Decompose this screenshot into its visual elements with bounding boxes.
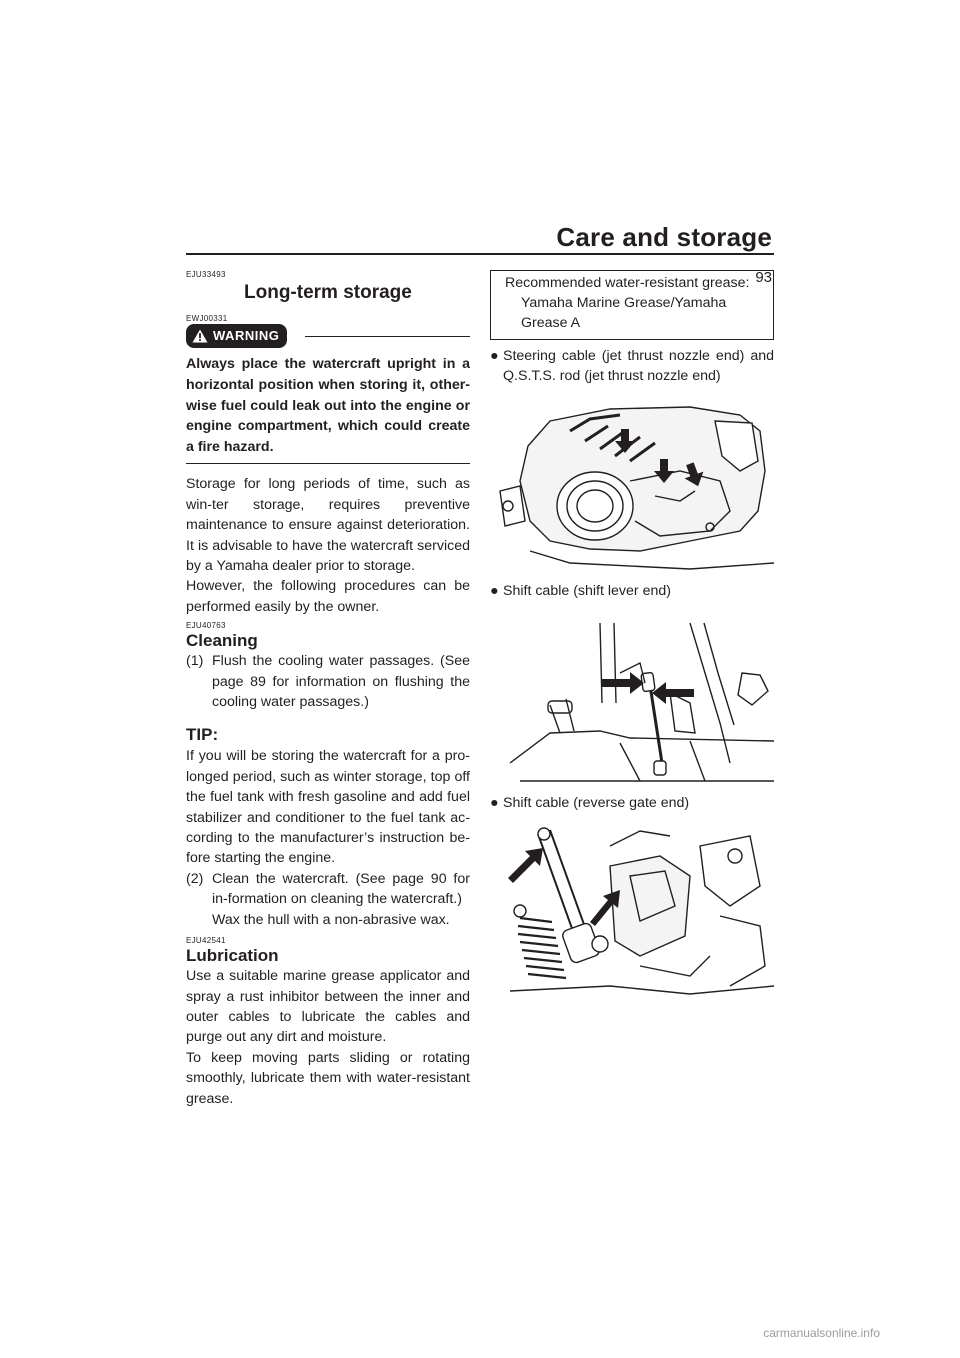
section-title: Long-term storage xyxy=(244,282,412,303)
warning-block xyxy=(186,314,470,464)
figure-reverse-gate-illustration xyxy=(490,826,774,996)
warning-label: WARNING xyxy=(213,328,280,343)
page-number: 93 xyxy=(755,269,772,286)
step-2-number: (2) xyxy=(186,870,204,887)
warning-rule xyxy=(305,336,470,337)
section-code: EJU33493 xyxy=(186,270,226,279)
warning-badge xyxy=(186,324,287,348)
bullet-text-1: Steering cable (jet thrust nozzle end) and Q.S.T.S. rod (jet thrust nozzle end) xyxy=(503,348,774,385)
intro-paragraph-1: Storage for long periods of time, such as win-ter storage, requires preventive maintenance to ensure against deterioration. It is advisable to have the watercraft serviced by a Yamaha dealer prior to storage. xyxy=(186,476,470,574)
bullet-text-3: Shift cable (reverse gate end) xyxy=(503,795,690,812)
warning-triangle-icon xyxy=(192,329,208,343)
bullet-item-2 xyxy=(490,581,774,601)
right-column xyxy=(490,270,774,996)
step-2 xyxy=(186,869,470,930)
grease-recommendation-box xyxy=(490,270,774,340)
header-rule xyxy=(186,253,774,255)
lubrication-title: Lubrication xyxy=(186,946,279,966)
lubrication-code: EJU42541 xyxy=(186,936,226,946)
warning-code: EWJ00331 xyxy=(186,314,228,323)
lubrication-paragraph-2: To keep moving parts sliding or rotating smoothly, lubricate them with water-resistant grease. xyxy=(186,1049,470,1107)
step-2-extra: Wax the hull with a non-abrasive wax. xyxy=(212,911,450,928)
step-1 xyxy=(186,651,470,712)
bullet-dot: ● xyxy=(490,582,499,599)
tip-label: TIP: xyxy=(186,725,219,745)
bullet-text-2: Shift cable (shift lever end) xyxy=(503,582,671,599)
box-line-1: Recommended water-resistant grease: xyxy=(505,275,750,291)
lubrication-paragraph-1: Use a suitable marine grease applicator and spray a rust inhibitor between the inner and outer cables to lubricate the cables and purge out any dirt and moisture. xyxy=(186,968,470,1046)
step-1-text: Flush the cooling water passages. (See page 89 for information on flushing the cooling water passages.) xyxy=(212,653,470,711)
watermark: carmanualsonline.info xyxy=(763,1326,880,1340)
cleaning-title: Cleaning xyxy=(186,631,258,651)
step-1-number: (1) xyxy=(186,653,204,670)
page-header-title: Care and storage xyxy=(556,222,772,252)
figure-shift-lever-illustration xyxy=(490,613,774,783)
box-line-2: Yamaha Marine Grease/Yamaha xyxy=(521,295,727,311)
left-column xyxy=(186,270,470,1109)
cleaning-code: EJU40763 xyxy=(186,621,226,631)
step-2-text: Clean the watercraft. (See page 90 for in-formation on cleaning the watercraft.) xyxy=(212,870,470,908)
bullet-item-1 xyxy=(490,346,774,387)
intro-paragraph-2: However, the following procedures can be performed easily by the owner. xyxy=(186,578,470,615)
bullet-dot: ● xyxy=(490,348,499,364)
tip-text: If you will be storing the watercraft for a pro-longed period, such as winter storage, top off the fuel tank with fresh gasoline and add fuel stabilizer and conditioner to the fuel tank ac-cording to the manufacturer’s instruction be-fore starting the engine. xyxy=(186,748,470,867)
warning-text: Always place the watercraft upright in a horizontal position when storing it, other-wise fuel could leak out into the engine or engine compartment, which could create a fire hazard. xyxy=(186,354,470,464)
figure-jet-nozzle-illustration xyxy=(490,401,774,571)
bullet-item-3 xyxy=(490,793,774,813)
bullet-dot: ● xyxy=(490,795,499,812)
box-line-3: Grease A xyxy=(521,315,581,331)
